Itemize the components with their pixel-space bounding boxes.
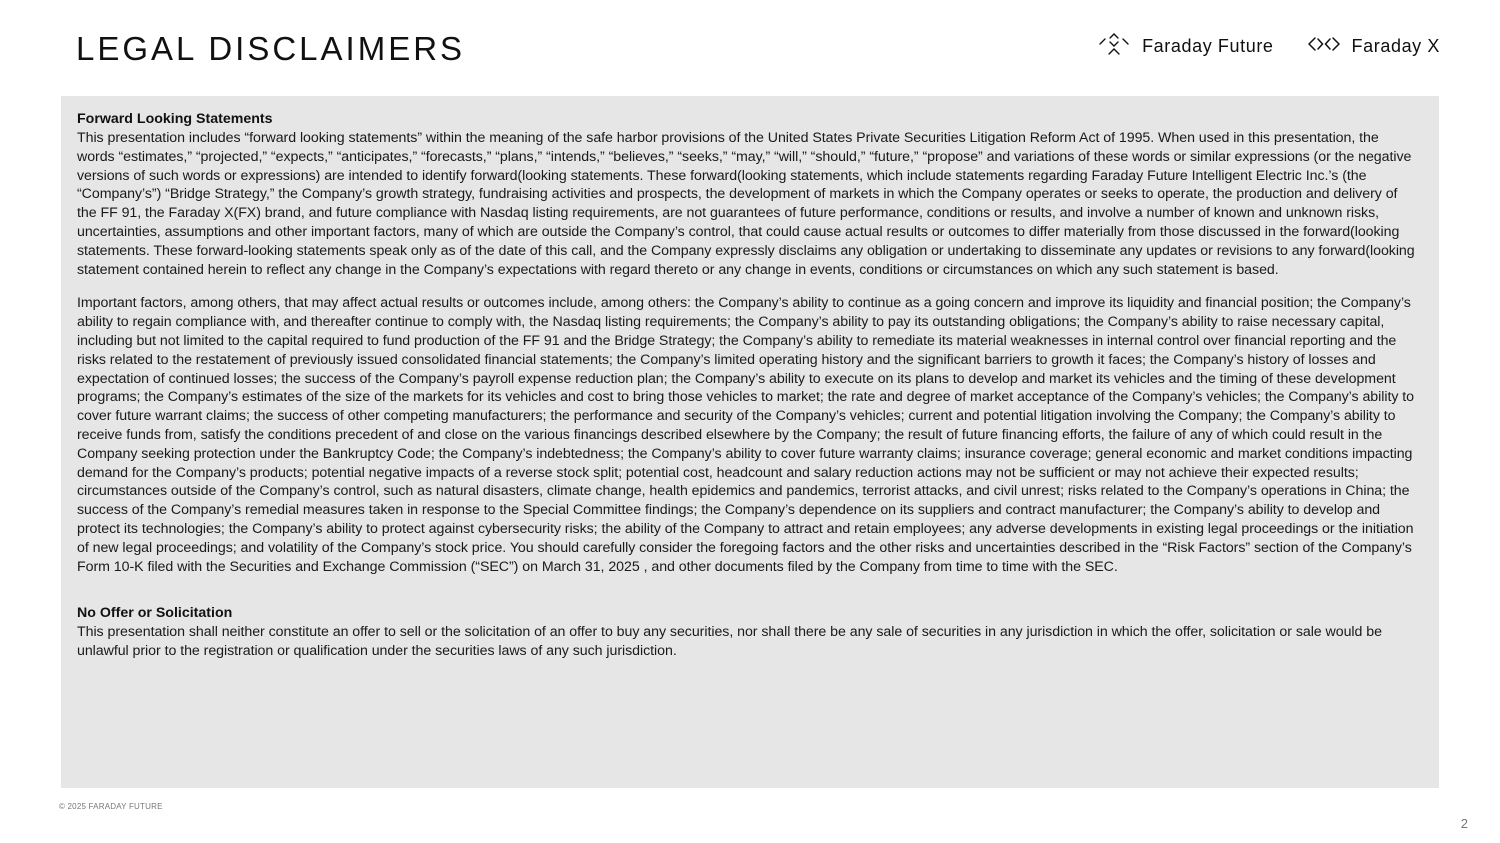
faraday-x-logo-icon <box>1308 35 1340 58</box>
no-offer-heading: No Offer or Solicitation <box>77 605 233 622</box>
brand-logos <box>1098 32 1440 61</box>
page-title: LEGAL DISCLAIMERS <box>76 30 466 67</box>
faraday-future-logo-icon <box>1098 32 1130 61</box>
faraday-future-logo-text: Faraday Future <box>1142 36 1274 56</box>
faraday-future-logo <box>1098 32 1273 61</box>
forward-looking-heading: Forward Looking Statements <box>77 111 273 127</box>
important-factors-paragraph: Important factors, among others, that may affect actual results or outcomes include, among others: the Company’s ability to continue as a going concern and improve its liquidity and financial position; the Company’s ability to regain compliance with, and thereafter continue to comply with, the Nasdaq listing requirements; the Company’s ability to pay its outstanding obligations; the Company’s ability to raise necessary capital, including but not limited to the capital required to fund production of the FF 91 and the Bridge Strategy; the Company’s ability to remediate its material weaknesses in internal control over financial reporting and the risks related to the restatement of previously issued consolidated financial statements; the Company’s limited operating history and the significant barriers to growth it faces; the Company’s history of losses and expectation of continued losses; the success of the Company’s payroll expense reduction plan; the Company’s ability to execute on its plans to develop and market its vehicles and the timing of these development programs; the Company’s estimates of the size of the markets for its vehicles and cost to bring those vehicles to market; the rate and degree of market acceptance of the Company’s vehicles; the Company’s ability to cover future warrant claims; the success of other competing manufacturers; the performance and security of the Company’s vehicles; current and potential litigation involving the Company; the Company’s ability to receive funds from, satisfy the conditions precedent of and close on the various financings described elsewhere by the Company; the result of future financing efforts, the failure of any of which could result in the Company seeking protection under the Bankruptcy Code; the Company’s indebtedness; the Company’s ability to cover future warranty claims; insurance coverage; general economic and market conditions impacting demand for the Company’s products; potential negative impacts of a reverse stock split; potential cost, headcount and salary reduction actions may not be sufficient or may not achieve their expected results; circumstances outside of the Company’s control, such as natural disasters, climate change, health epidemics and pandemics, terrorist attacks, and civil unrest; risks related to the Company’s operations in China; the success of the Company’s remedial measures taken in response to the Special Committee findings; the Company’s dependence on its suppliers and contract manufacturer; the Company’s ability to develop and protect its technologies; the Company’s ability to protect against cybersecurity risks; the ability of the Company to attract and retain employees; any adverse developments in existing legal proceedings or the initiation of new legal proceedings; and volatility of the Company’s stock price. You should carefully consider the foregoing factors and the other risks and uncertainties described in the “Risk Factors” section of the Company’s Form 10-K filed with the Securities and Exchange Commission (“SEC”) on March 31, 2025 , and other documents filed by the Company from time to time with the SEC. <box>77 295 1415 575</box>
faraday-x-logo <box>1308 35 1440 58</box>
footer-copyright: © 2025 FARADAY FUTURE <box>59 802 163 811</box>
page-number: 2 <box>1460 816 1468 831</box>
forward-looking-paragraph: This presentation includes “forward looking statements” within the meaning of the safe harbor provisions of the United States Private Securities Litigation Reform Act of 1995. When used in this presentation, the words “estimates,” “projected,” “expects,” “anticipates,” “forecasts,” “plans,” “intends,” “believes,” “seeks,” “may,” “will,” “should,” “future,” “propose” and variations of these words or similar expressions (or the negative versions of such words or expressions) are intended to identify forward(looking statements. These forward(looking statements, which include statements regarding Faraday Future Intelligent Electric Inc.’s (the “Company’s”) “Bridge Strategy,” the Company’s growth strategy, fundraising activities and prospects, the development of markets in which the Company operates or seeks to operate, the production and delivery of the FF 91, the Faraday X(FX) brand, and future compliance with Nasdaq listing requirements, are not guarantees of future performance, conditions or results, and involve a number of known and unknown risks, uncertainties, assumptions and other important factors, many of which are outside the Company’s control, that could cause actual results or outcomes to differ materially from those discussed in the forward(looking statements. These forward-looking statements speak only as of the date of this call, and the Company expressly disclaims any obligation or undertaking to disseminate any updates or revisions to any forward(looking statement contained herein to reflect any change in the Company’s expectations with regard thereto or any change in events, conditions or circumstances on which any such statement is based. <box>77 130 1415 278</box>
section-spacer <box>77 576 1419 604</box>
faraday-x-logo-text: Faraday X <box>1351 36 1440 56</box>
disclaimer-panel <box>61 96 1439 788</box>
no-offer-paragraph: This presentation shall neither constitute an offer to sell or the solicitation of an offer to buy any securities, nor shall there be any sale of securities in any jurisdiction in which the offer, solicitation or sale would be unlawful prior to the registration or qualification under the securities laws of any such jurisdiction. <box>77 624 1382 660</box>
